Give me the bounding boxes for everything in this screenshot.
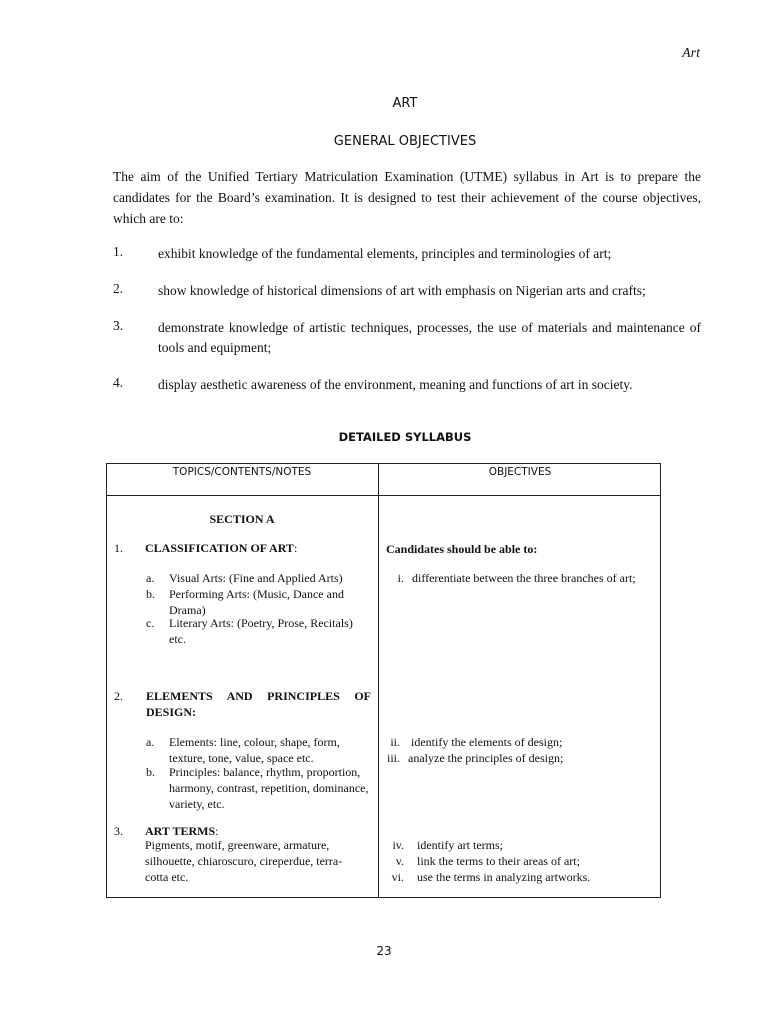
topic-title-text: CLASSIFICATION OF ART [145, 541, 294, 555]
objective-marker: i. [397, 571, 404, 585]
list-marker: a. [146, 735, 155, 749]
topic-title [145, 540, 297, 556]
objective-marker: vi. [391, 870, 404, 884]
objective-number: 1. [113, 244, 124, 259]
list-item: Literary Arts: (Poetry, Prose, Recitals) etc. [169, 616, 353, 646]
table-column-divider [378, 463, 379, 898]
list-marker: c. [146, 616, 155, 630]
objective-text: show knowledge of historical dimensions of art with emphasis on Nigerian arts and crafts; [158, 283, 646, 298]
list-marker: b. [146, 765, 155, 779]
section-heading: SECTION A [209, 512, 275, 526]
objective-marker: ii. [390, 735, 400, 749]
objective-number: 3. [113, 318, 124, 333]
objective-number: 2. [113, 281, 124, 296]
list-item: Principles: balance, rhythm, proportion, harmony, contrast, repetition, dominance, variety, etc. [169, 765, 369, 811]
objective-marker: v. [395, 854, 404, 868]
table-header-divider [106, 495, 661, 496]
topic-number: 3. [114, 824, 123, 838]
table-header-objectives: OBJECTIVES [488, 466, 552, 478]
objective-item: identify the elements of design; [411, 735, 563, 749]
page-number: 23 [376, 944, 392, 958]
topic-title-suffix: : [293, 541, 298, 555]
running-header: Art [682, 46, 700, 61]
objective-text: exhibit knowledge of the fundamental elements, principles and terminologies of art; [158, 246, 612, 261]
objective-item: analyze the principles of design; [408, 751, 564, 765]
topic-title-text: ART TERMS [145, 824, 216, 838]
intro-paragraph: The aim of the Unified Tertiary Matriculation Examination (UTME) syllabus in Art is to prepare the candidates for the Board’s examination. It is designed to test their achievement of the course objectives, which are to: [113, 169, 701, 226]
page-title: ART [392, 96, 418, 111]
objectives-intro: Candidates should be able to: [386, 542, 538, 556]
objective-item: differentiate between the three branches of art; [412, 571, 636, 585]
objective-text: demonstrate knowledge of artistic techniques, processes, the use of materials and maintenance of tools and equipment; [158, 320, 701, 355]
topic-title: ELEMENTS AND PRINCIPLES OF DESIGN: [146, 689, 371, 719]
topic-number: 1. [114, 541, 123, 555]
objective-marker: iv. [392, 838, 404, 852]
table-header-topics: TOPICS/CONTENTS/NOTES [172, 466, 312, 478]
list-marker: b. [146, 587, 155, 601]
objective-item: identify art terms; [417, 838, 503, 852]
list-item: Performing Arts: (Music, Dance and Drama) [169, 587, 344, 617]
general-objectives-heading: GENERAL OBJECTIVES [333, 134, 477, 149]
objective-number: 4. [113, 375, 124, 390]
objective-item: link the terms to their areas of art; [417, 854, 580, 868]
list-item: Visual Arts: (Fine and Applied Arts) [169, 571, 343, 585]
objective-text: display aesthetic awareness of the environment, meaning and functions of art in society. [158, 377, 633, 392]
topic-body: Pigments, motif, greenware, armature, silhouette, chiaroscuro, cireperdue, terra-cotta etc. [145, 838, 343, 884]
detailed-syllabus-heading: DETAILED SYLLABUS [338, 430, 472, 444]
list-marker: a. [146, 571, 155, 585]
objective-item: use the terms in analyzing artworks. [417, 870, 591, 884]
objective-marker: iii. [386, 751, 400, 765]
list-item: Elements: line, colour, shape, form, texture, tone, value, space etc. [169, 735, 340, 765]
topic-number: 2. [114, 689, 123, 703]
topic-title-suffix: : [215, 824, 219, 838]
